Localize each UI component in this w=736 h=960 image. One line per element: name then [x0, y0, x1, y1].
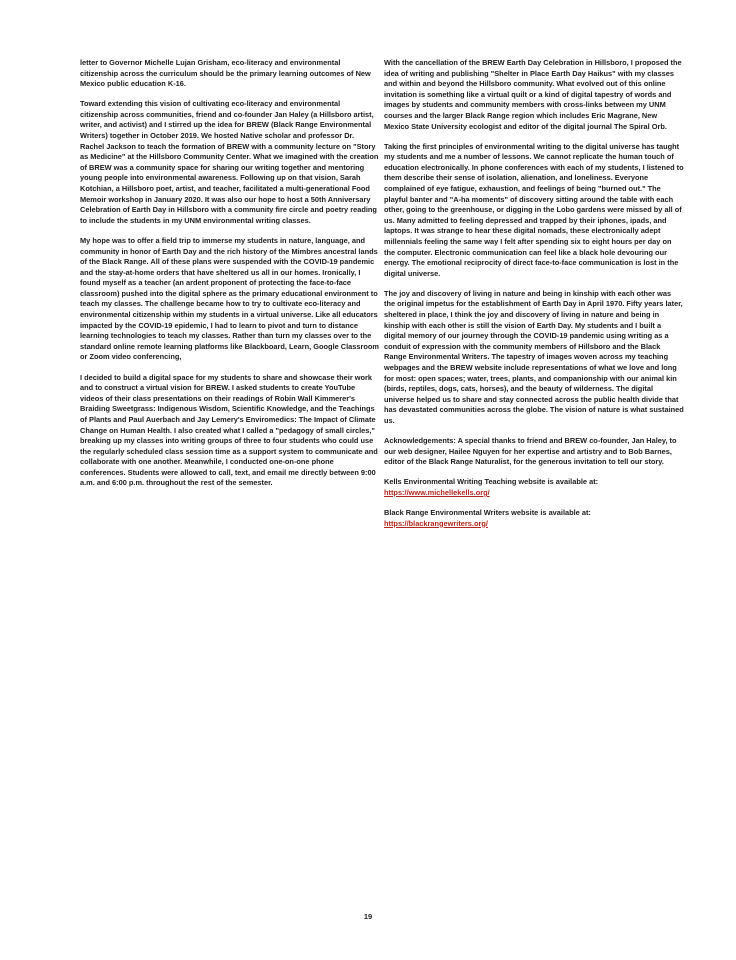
paragraph: I decided to build a digital space for my students to share and showcase their work and to construct a virtual vision for BREW. I asked students to create YouTube videos of their class presentations on their readings of Robin Wall Kimmerer's Braiding Sweetgrass: Indigenous Wisdom, Scientific Knowledge, and the Teachings of Plants and Paul Auerbach and Jay Lemery's Enviromedics: The Impact of Climate Change on Human Health. I also created what I called a "pedagogy of small circles," breaking up my classes into writing groups of three to four students who could use the regularly scheduled class session time as a support system to communicate and collaborate with one another. Meanwhile, I conducted one-on-one phone conferences. Students were allowed to call, text, and email me directly between 9:00 a.m. and 6:00 p.m. throughout the rest of the semester.: [80, 372, 378, 488]
kells-website-link[interactable]: https://www.michellekells.org/: [384, 487, 490, 497]
acknowledgements-paragraph: Acknowledgements: A special thanks to friend and BREW co-founder, Jan Haley, to our web designer, Hailee Nguyen for her expertise and artistry and to Bob Barnes, editor of the Black Range Naturalist, for the generous invitation to tell our story.: [384, 436, 677, 467]
paragraph: Taking the first principles of environmental writing to the digital universe has taught my students and me a number of lessons. We cannot replicate the human touch of education electronically. In phone conferences with each of my students, I listened to them describe their sense of isolation, alienation, and loneliness. Everyone complained of eye fatigue, exhaustion, and feelings of being "burned out." The playful banter and "A-ha moments" of discovery sitting around the table with each other, going to the greenhouse, or digging in the Lobo gardens were missed by all of us. Many admitted to feeling depressed and trapped by their iphones, ipads, and laptops. It was strange to hear these digital nomads, these electronically adept millennials feeling the same way I felt after spending six to eight hours per day on the computer. Electronic communication can feel like a black hole devouring our energy. The emotional reciprocity of direct face-to-face communication is lost in the digital universe.: [384, 141, 684, 278]
left-column: [80, 58, 380, 499]
right-column: [384, 58, 684, 539]
link-intro: Kells Environmental Writing Teaching website is available at:: [384, 477, 599, 487]
page-number: 19: [363, 912, 373, 921]
brew-website-note: [384, 508, 684, 529]
kells-website-note: [384, 477, 684, 498]
paragraph: letter to Governor Michelle Lujan Grisham, eco-literacy and environmental citizenship across the curriculum should be the primary learning outcomes of New Mexico public education K-16.: [80, 58, 371, 89]
paragraph: With the cancellation of the BREW Earth Day Celebration in Hillsboro, I proposed the idea of writing and publishing "Shelter in Place Earth Day Haikus" with my classes and within and beyond the Hillsboro community. What evolved out of this online invitation is something like a virtual quilt or a kind of digital tapestry of words and images by students and community members with cross-links between my UNM courses and the larger Black Range region which includes Eric Magrane, New Mexico State University ecologist and editor of the digital journal The Spiral Orb.: [384, 58, 682, 131]
paragraph: The joy and discovery of living in nature and being in kinship with each other was the original impetus for the establishment of Earth Day in April 1970. Fifty years later, sheltered in place, I think the joy and discovery of living in nature and being in kinship with each other is still the vision of Earth Day. My students and I built a digital memory of our journey through the COVID-19 pandemic using writing as a conduit of expression with the community members of Hillsboro and the Black Range Environmental Writers. The tapestry of images woven across my teaching webpages and the BREW website include representations of what we love and long for most: open spaces; water, trees, plants, and companionship with our animal kin (birds, reptiles, dogs, cats, horses), and the beauty of wilderness. The digital universe helped us to share and stay connected across the public health divide that has devastated communities across the globe. The vision of nature is what sustained us.: [384, 288, 684, 425]
link-intro: Black Range Environmental Writers website is available at:: [384, 508, 591, 518]
paragraph: My hope was to offer a field trip to immerse my students in nature, language, and community in honor of Earth Day and the rich history of the Mimbres ancestral lands of the Black Range. All of these plans were suspended with the COVID-19 pandemic and the stay-at-home orders that have sheltered us all in our homes. Ironically, I found myself as a teacher (an ardent proponent of protecting the face-to-face classroom) pushed into the digital sphere as the primary educational environment to teach my classes. The challenge became how to try to cultivate eco-literacy and environmental citizenship within my students in a virtual universe. Like all educators impacted by the COVID-19 epidemic, I had to learn to pivot and turn to distance learning technologies to teach my classes. Rather than turn my classes over to the standard online remote learning platforms like Blackboard, Learn, Google Classroom or Zoom video conferencing,: [80, 235, 379, 362]
brew-website-link[interactable]: https://blackrangewriters.org/: [384, 518, 488, 528]
paragraph: Toward extending this vision of cultivating eco-literacy and environmental citizenship across communities, friend and co-founder Jan Haley (a Hillsboro artist, writer, and activist) and I stirred up the idea for BREW (Black Range Environmental Writers) together in October 2019. We hosted Native scholar and professor Dr. Rachel Jackson to teach the formation of BREW with a community lecture on "Story as Medicine" at the Hillsboro Community Center. What we imagined with the creation of BREW was a community space for sharing our writing together and mentoring young people into environmental awareness. Following up on that vision, Sarah Kotchian, a Hillsboro poet, artist, and teacher, facilitated a multi-generational Food Memoir workshop in January 2020. It was also our hope to host a 50th Anniversary Celebration of Earth Day in Hillsboro with a community fire circle and poetry reading to include the students in my UNM environmental writing classes.: [80, 99, 379, 225]
